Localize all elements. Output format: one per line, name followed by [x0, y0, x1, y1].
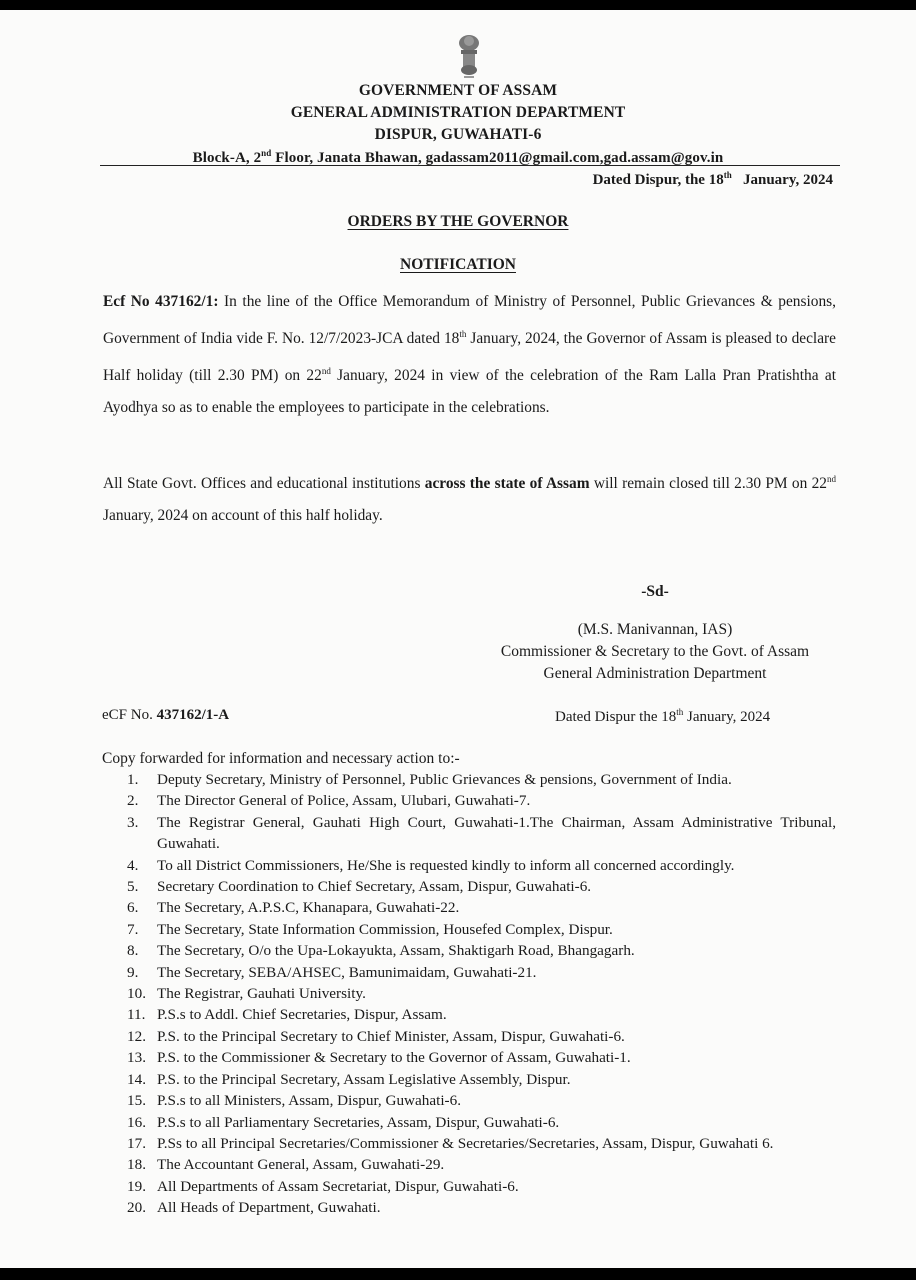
signature-sd: -Sd- [641, 583, 669, 600]
recipient-text: The Secretary, SEBA/AHSEC, Bamunimaidam, Guwahati-21. [157, 963, 537, 981]
ecf-date-text: Dated Dispur the 18 [555, 709, 677, 725]
recipient-number: 5. [127, 878, 139, 896]
address-text-2: Floor, Janata Bhawan, gadassam2011@gmail.com,gad.assam@gov.in [271, 150, 724, 166]
ecf-date-sup: th [676, 707, 684, 717]
recipient-text: P.S. to the Principal Secretary to Chief Minister, Assam, Dispur, Guwahati-6. [157, 1027, 625, 1045]
recipient-item [103, 1112, 836, 1133]
header-divider [100, 165, 840, 166]
recipient-text: The Registrar General, Gauhati High Court, Guwahati-1.The Chairman, Assam Administrative Tribunal, Guwahati. [157, 813, 836, 853]
recipient-item [103, 790, 836, 811]
recipient-number: 12. [127, 1027, 146, 1045]
recipient-item [103, 940, 836, 961]
recipient-item [103, 1069, 836, 1090]
signatory-department: General Administration Department [543, 665, 767, 682]
recipient-text: The Accountant General, Assam, Guwahati-29. [157, 1156, 445, 1174]
ecf-date [555, 707, 770, 726]
recipient-number: 1. [127, 771, 139, 788]
recipient-item [103, 1154, 836, 1175]
date-text: Dated Dispur, the 18 [592, 172, 724, 188]
copy-forwarded-heading: Copy forwarded for information and necessary action to:- [102, 750, 460, 767]
recipient-text: P.S. to the Commissioner & Secretary to the Governor of Assam, Guwahati-1. [157, 1049, 631, 1067]
recipient-text: P.S.s to all Parliamentary Secretaries, Assam, Dispur, Guwahati-6. [157, 1113, 560, 1131]
notification-paragraph-1 [103, 286, 836, 424]
recipient-number: 10. [127, 985, 146, 1003]
notification-title-text: NOTIFICATION [400, 256, 516, 273]
recipient-number: 6. [127, 899, 139, 917]
recipient-item [103, 876, 836, 897]
recipient-text: Secretary Coordination to Chief Secretary, Assam, Dispur, Guwahati-6. [157, 878, 592, 896]
recipient-number: 20. [127, 1199, 146, 1217]
recipient-number: 14. [127, 1070, 146, 1088]
address-sup: nd [261, 148, 272, 158]
ecf-label: eCF No. [102, 707, 157, 723]
p1-text-c: January, 2024 in view of the celebration of the Ram Lalla Pran Pratishtha at Ayodhya so as to enable the employees to participate in the celebrations. [103, 367, 836, 417]
recipient-text: P.S.s to Addl. Chief Secretaries, Dispur, Assam. [157, 1006, 447, 1024]
p2-text-b: will remain closed till 2.30 PM on 22 [589, 475, 827, 493]
recipient-number: 11. [127, 1006, 146, 1024]
recipient-text: All Heads of Department, Guwahati. [157, 1199, 381, 1217]
p1-text-b: January, 2024, the Governor of Assam is pleased to declare Half holiday (till 2.30 PM) on 22 [103, 330, 836, 385]
p2-sup: nd [827, 474, 836, 484]
p1-text-a: In the line of the Office Memorandum of Ministry of Personnel, Public Grievances & pensions, Government of India vide F. No. 12/7/2023-JCA dated 18 [103, 293, 836, 348]
recipient-number: 19. [127, 1177, 146, 1195]
recipient-text: The Secretary, A.P.S.C, Khanapara, Guwahati-22. [157, 899, 460, 917]
recipient-item [103, 812, 836, 855]
recipient-item [103, 897, 836, 918]
recipient-number: 3. [127, 813, 139, 831]
recipient-text: The Secretary, State Information Commission, Housefed Complex, Dispur. [157, 920, 613, 938]
recipient-number: 16. [127, 1113, 146, 1131]
recipient-text: All Departments of Assam Secretariat, Dispur, Guwahati-6. [157, 1177, 519, 1195]
recipient-item [103, 1197, 836, 1218]
recipient-text: To all District Commissioners, He/She is requested kindly to inform all concerned accordingly. [157, 856, 735, 874]
recipient-item [103, 962, 836, 983]
recipient-item [103, 1004, 836, 1025]
signatory-name: (M.S. Manivannan, IAS) [577, 621, 733, 638]
recipient-item [103, 1026, 836, 1047]
recipient-text: P.Ss to all Principal Secretaries/Commissioner & Secretaries/Secretaries, Assam, Dispur, Guwahati 6. [157, 1134, 774, 1152]
recipient-text: P.S. to the Principal Secretary, Assam Legislative Assembly, Dispur. [157, 1070, 571, 1088]
notification-title [0, 256, 916, 274]
ecf-number-value: 437162/1-A [156, 707, 230, 723]
recipient-item [103, 983, 836, 1004]
header-department: GENERAL ADMINISTRATION DEPARTMENT [290, 104, 626, 121]
ecf-reference: Ecf No 437162/1: [103, 293, 219, 310]
recipient-item [103, 1176, 836, 1197]
recipient-number: 18. [127, 1156, 146, 1174]
ecf-date-text-2: January, 2024 [683, 709, 771, 725]
p1-sup-2: nd [321, 366, 331, 377]
document-page [0, 10, 916, 1268]
state-emblem-icon [453, 33, 485, 85]
date-text-2: January, 2024 [731, 172, 833, 188]
recipient-text: Deputy Secretary, Ministry of Personnel, Public Grievances & pensions, Government of India. [157, 771, 732, 788]
recipient-item [103, 769, 836, 790]
date-sup: th [723, 170, 732, 180]
recipient-number: 4. [127, 856, 139, 874]
orders-title [0, 213, 916, 231]
header-government: GOVERNMENT OF ASSAM [358, 82, 558, 99]
signatory-designation: Commissioner & Secretary to the Govt. of Assam [500, 643, 810, 660]
recipient-number: 9. [127, 963, 139, 981]
recipient-number: 2. [127, 792, 139, 810]
p2-text-c: January, 2024 on account of this half holiday. [103, 507, 383, 525]
ecf-number [102, 707, 229, 724]
recipient-number: 17. [127, 1134, 146, 1152]
recipient-item [103, 1133, 836, 1154]
address-text: Block-A, 2 [192, 150, 262, 166]
header-location: DISPUR, GUWAHATI-6 [374, 126, 542, 143]
orders-title-text: ORDERS BY THE GOVERNOR [347, 213, 569, 230]
recipient-text: The Director General of Police, Assam, Ulubari, Guwahati-7. [157, 792, 531, 810]
p2-text-a: All State Govt. Offices and educational institutions [103, 475, 425, 493]
recipient-text: The Secretary, O/o the Upa-Lokayukta, Assam, Shaktigarh Road, Bhangagarh. [157, 942, 635, 960]
recipient-number: 7. [127, 920, 139, 938]
recipient-number: 13. [127, 1049, 146, 1067]
p2-bold: across the state of Assam [424, 475, 590, 493]
recipient-text: P.S.s to all Ministers, Assam, Dispur, Guwahati-6. [157, 1092, 461, 1110]
copy-recipient-list [103, 769, 836, 1219]
recipient-item [103, 919, 836, 940]
recipient-number: 8. [127, 942, 139, 960]
header-date [593, 170, 833, 189]
recipient-item [103, 1090, 836, 1111]
notification-paragraph-2 [103, 463, 836, 532]
recipient-item [103, 1047, 836, 1068]
recipient-item [103, 855, 836, 876]
recipient-number: 15. [127, 1092, 146, 1110]
recipient-text: The Registrar, Gauhati University. [157, 985, 366, 1003]
p1-sup-1: th [459, 329, 467, 339]
